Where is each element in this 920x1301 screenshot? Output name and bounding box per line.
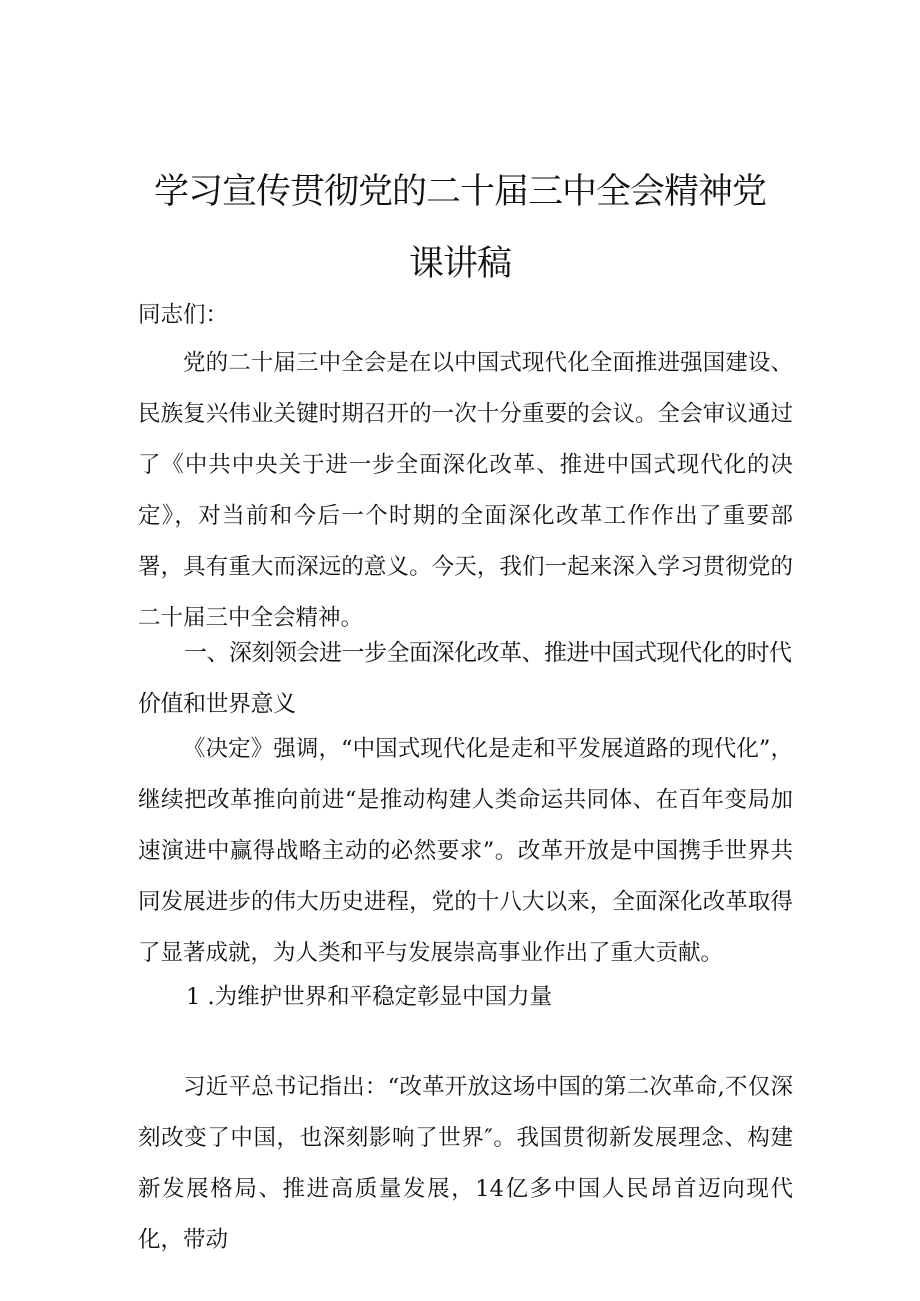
greeting: 同志们： (138, 302, 229, 328)
subheading-1: 1 .为维护世界和平稳定彰显中国力量 (186, 984, 553, 1010)
document-title-line1: 学习宣传贯彻党的二十届三中全会精神党 (153, 172, 766, 212)
section-heading-1: 一、深刻领会进一步全面深化改革、推进中国式现代化的时代价值和世界意义 (138, 640, 792, 717)
paragraph-3: 习近平总书记指出：“改革开放这场中国的第二次革命,不仅深刻改变了中国，也深刻影响了世界″。我国贯彻新发展理念、构建新发展格局、推进高质量发展，14亿多中国人民昂首迈向现代化，带动 (138, 1074, 793, 1253)
paragraph-1: 党的二十届三中全会是在以中国式现代化全面推进强国建设、民族复兴伟业关键时期召开的一次十分重要的会议。全会审议通过了《中共中央关于进一步全面深化改革、推进中国式现代化的决定》，对当前和今后一个时期的全面深化改革工作作出了重要部署，具有重大而深远的意义。今天，我们一起来深入学习贯彻党的二十届三中全会精神。 (138, 350, 793, 631)
paragraph-2: 《决定》强调，“中国式现代化是走和平发展道路的现代化”，继续把改革推向前进“是推动构建人类命运共同体、在百年变局加速演进中赢得战略主动的必然要求”。改革开放是中国携手世界共同发展进步的伟大历史进程，党的十八大以来，全面深化改革取得了显著成就，为人类和平与发展崇高事业作出了重大贡献。 (138, 736, 793, 966)
document-title-line2: 课讲稿 (408, 244, 511, 284)
